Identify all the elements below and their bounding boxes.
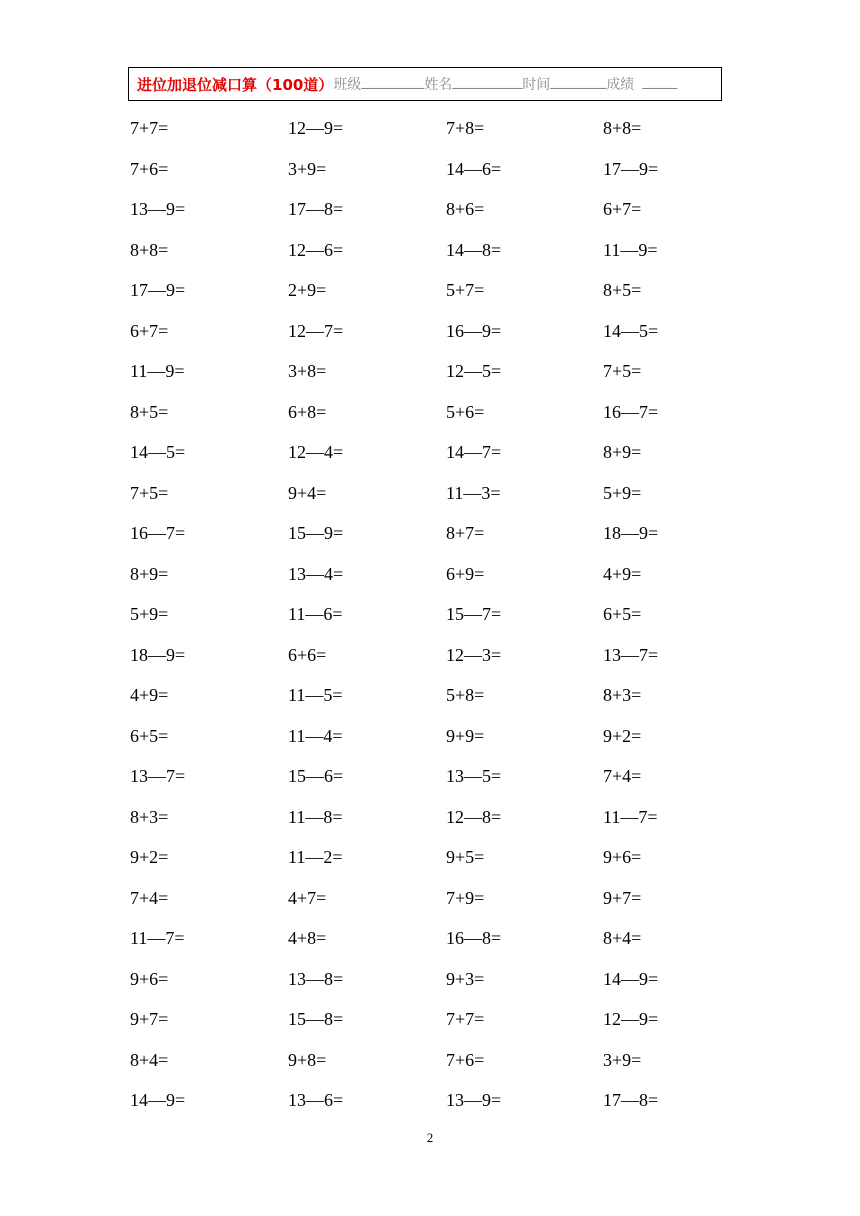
- problem-item: 13—4=: [288, 563, 344, 584]
- problem-item: 13—6=: [288, 1090, 344, 1110]
- problem-item: 9+6=: [603, 847, 642, 867]
- problem-row: [130, 639, 730, 680]
- problem-item: 9+3=: [446, 968, 485, 989]
- problem-item: 9+2=: [603, 725, 642, 746]
- time-blank[interactable]: ________: [550, 76, 607, 91]
- problem-item: 11—9=: [603, 239, 658, 260]
- class-label: 班级: [333, 77, 362, 93]
- problem-item: 14—8=: [446, 239, 502, 260]
- problem-item: 5+9=: [130, 604, 169, 624]
- name-label: 姓名: [424, 77, 453, 93]
- problem-item: 17—8=: [288, 199, 344, 219]
- problem-item: 7+6=: [130, 158, 169, 179]
- problem-item: 8+3=: [130, 806, 169, 827]
- problem-row: [130, 963, 730, 1004]
- problem-item: 9+2=: [130, 847, 169, 867]
- problem-item: 18—9=: [130, 644, 186, 665]
- score-label: 成绩: [606, 77, 635, 93]
- problem-item: 16—9=: [446, 320, 502, 341]
- problem-row: [130, 396, 730, 437]
- problem-item: 7+8=: [446, 118, 485, 138]
- problem-item: 6+9=: [446, 563, 485, 584]
- problem-item: 8+8=: [130, 239, 169, 260]
- problem-item: 9+9=: [446, 725, 485, 746]
- problem-item: 17—9=: [603, 158, 659, 179]
- problem-item: 18—9=: [603, 523, 659, 543]
- problem-item: 3+9=: [288, 158, 327, 179]
- problem-item: 15—9=: [288, 523, 344, 543]
- problem-item: 6+7=: [603, 199, 642, 219]
- problem-item: 11—8=: [288, 806, 343, 827]
- problem-item: 13—5=: [446, 766, 502, 786]
- problem-item: 14—5=: [130, 442, 186, 462]
- problem-item: 15—7=: [446, 604, 502, 624]
- problem-row: [130, 882, 730, 923]
- time-label: 时间: [522, 77, 551, 93]
- problem-item: 8+8=: [603, 118, 642, 138]
- name-blank[interactable]: __________: [452, 76, 523, 91]
- problem-item: 8+9=: [603, 442, 642, 462]
- problem-item: 12—4=: [288, 442, 344, 462]
- problem-item: 7+4=: [130, 887, 169, 908]
- problem-row: [130, 598, 730, 639]
- problem-item: 11—5=: [288, 685, 343, 705]
- problem-item: 12—3=: [446, 644, 502, 665]
- problem-item: 11—9=: [130, 361, 185, 381]
- problem-row: [130, 193, 730, 234]
- problem-row: [130, 922, 730, 963]
- problem-item: 13—9=: [130, 199, 186, 219]
- problem-item: 9+4=: [288, 482, 327, 503]
- problem-item: 8+6=: [446, 199, 485, 219]
- problem-item: 7+4=: [603, 766, 642, 786]
- problem-item: 8+4=: [130, 1049, 169, 1070]
- problem-item: 14—9=: [603, 968, 659, 989]
- problem-item: 8+3=: [603, 685, 642, 705]
- problem-item: 7+7=: [130, 118, 169, 138]
- problem-item: 11—7=: [130, 928, 185, 948]
- problem-item: 9+5=: [446, 847, 485, 867]
- problem-item: 12—9=: [603, 1009, 659, 1029]
- problem-item: 6+5=: [603, 604, 642, 624]
- problem-row: [130, 477, 730, 518]
- problem-item: 8+5=: [603, 280, 642, 300]
- problem-item: 6+5=: [130, 725, 169, 746]
- problem-item: 13—7=: [130, 766, 186, 786]
- problem-item: 5+9=: [603, 482, 642, 503]
- problem-item: 7+5=: [603, 361, 642, 381]
- problem-item: 6+6=: [288, 644, 327, 665]
- problem-item: 8+4=: [603, 928, 642, 948]
- problem-item: 11—3=: [446, 482, 501, 503]
- problem-item: 8+7=: [446, 523, 485, 543]
- problem-item: 7+7=: [446, 1009, 485, 1029]
- problem-item: 4+8=: [288, 928, 327, 948]
- problem-item: 12—8=: [446, 806, 502, 827]
- problem-row: [130, 436, 730, 477]
- problem-item: 13—7=: [603, 644, 659, 665]
- problem-item: 4+9=: [603, 563, 642, 584]
- problem-item: 11—6=: [288, 604, 343, 624]
- problem-item: 11—2=: [288, 847, 343, 867]
- problem-row: [130, 234, 730, 275]
- problem-row: [130, 558, 730, 599]
- problem-item: 12—7=: [288, 320, 344, 341]
- problem-item: 17—8=: [603, 1090, 659, 1110]
- score-blank[interactable]: _____: [642, 76, 678, 91]
- problem-item: 13—9=: [446, 1090, 502, 1110]
- problem-row: [130, 274, 730, 315]
- problem-item: 16—7=: [603, 401, 659, 422]
- problem-item: 9+6=: [130, 968, 169, 989]
- problem-item: 16—7=: [130, 523, 186, 543]
- problem-item: 5+8=: [446, 685, 485, 705]
- worksheet-title: 进位加退位减口算（100道）: [137, 75, 334, 94]
- problem-item: 7+9=: [446, 887, 485, 908]
- problem-row: [130, 1003, 730, 1044]
- problem-row: [130, 1084, 730, 1125]
- problem-row: [130, 112, 730, 153]
- problem-item: 5+6=: [446, 401, 485, 422]
- problem-item: 14—5=: [603, 320, 659, 341]
- problem-item: 14—6=: [446, 158, 502, 179]
- problem-item: 2+9=: [288, 280, 327, 300]
- problem-item: 16—8=: [446, 928, 502, 948]
- problem-item: 14—9=: [130, 1090, 186, 1110]
- problem-row: [130, 315, 730, 356]
- problem-item: 14—7=: [446, 442, 502, 462]
- problem-item: 4+9=: [130, 685, 169, 705]
- problem-item: 11—7=: [603, 806, 658, 827]
- problem-item: 3+9=: [603, 1049, 642, 1070]
- problem-row: [130, 517, 730, 558]
- problem-item: 9+7=: [130, 1009, 169, 1029]
- problem-row: [130, 760, 730, 801]
- problem-item: 6+8=: [288, 401, 327, 422]
- problem-item: 11—4=: [288, 725, 343, 746]
- problem-item: 15—6=: [288, 766, 344, 786]
- problem-item: 13—8=: [288, 968, 344, 989]
- problem-row: [130, 153, 730, 194]
- problem-row: [130, 355, 730, 396]
- problem-row: [130, 1044, 730, 1085]
- class-blank[interactable]: _________: [361, 76, 425, 91]
- problem-row: [130, 841, 730, 882]
- worksheet-header: [128, 67, 722, 101]
- page-number: 2: [426, 1130, 434, 1145]
- problem-item: 7+6=: [446, 1049, 485, 1070]
- problem-item: 3+8=: [288, 361, 327, 381]
- problem-row: [130, 679, 730, 720]
- problem-item: 12—5=: [446, 361, 502, 381]
- problem-item: 12—9=: [288, 118, 344, 138]
- problem-item: 9+7=: [603, 887, 642, 908]
- problem-row: [130, 720, 730, 761]
- problem-item: 7+5=: [130, 482, 169, 503]
- problem-item: 15—8=: [288, 1009, 344, 1029]
- problem-item: 17—9=: [130, 280, 186, 300]
- problem-grid: [130, 112, 730, 1125]
- problem-row: [130, 801, 730, 842]
- problem-item: 5+7=: [446, 280, 485, 300]
- problem-item: 8+9=: [130, 563, 169, 584]
- problem-item: 12—6=: [288, 239, 344, 260]
- problem-item: 8+5=: [130, 401, 169, 422]
- problem-item: 6+7=: [130, 320, 169, 341]
- problem-item: 4+7=: [288, 887, 327, 908]
- problem-item: 9+8=: [288, 1049, 327, 1070]
